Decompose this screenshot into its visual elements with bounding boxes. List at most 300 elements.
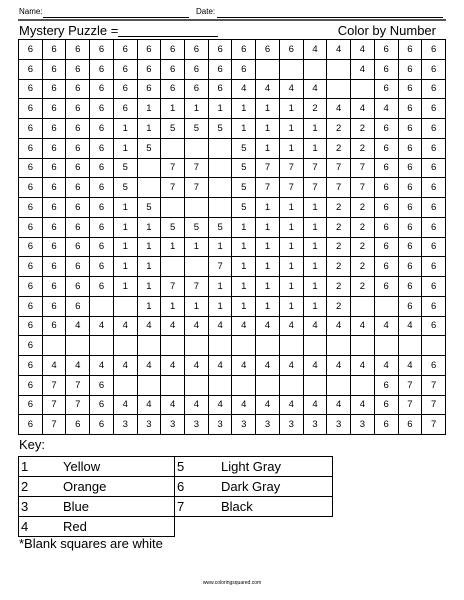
grid-cell — [351, 296, 375, 316]
grid-cell: 6 — [422, 217, 446, 237]
site-footer: www.coloringsquared.com — [202, 580, 262, 586]
grid-cell: 3 — [137, 415, 161, 435]
grid-cell: 1 — [303, 217, 327, 237]
grid-cell: 2 — [351, 217, 375, 237]
grid-cell — [208, 198, 232, 218]
grid-cell: 1 — [303, 257, 327, 277]
grid-cell: 6 — [422, 79, 446, 99]
grid-cell — [327, 79, 351, 99]
grid-cell: 6 — [398, 99, 422, 119]
grid-cell: 5 — [208, 119, 232, 139]
grid-cell: 7 — [422, 375, 446, 395]
grid-cell: 3 — [232, 415, 256, 435]
grid-cell: 6 — [90, 99, 114, 119]
grid-cell: 6 — [374, 375, 398, 395]
grid-cell: 4 — [256, 316, 280, 336]
grid-cell — [279, 336, 303, 356]
grid-cell: 2 — [327, 296, 351, 316]
grid-cell: 6 — [19, 336, 43, 356]
grid-cell: 4 — [161, 316, 185, 336]
grid-cell: 4 — [351, 316, 375, 336]
grid-cell: 6 — [398, 59, 422, 79]
grid-row — [19, 119, 446, 139]
grid-cell: 6 — [185, 79, 209, 99]
grid-cell — [137, 375, 161, 395]
grid-cell — [66, 336, 90, 356]
key-row — [19, 517, 333, 537]
grid-cell: 6 — [90, 257, 114, 277]
grid-cell: 7 — [66, 375, 90, 395]
grid-cell: 6 — [422, 277, 446, 297]
grid-cell: 7 — [351, 158, 375, 178]
grid-cell: 1 — [256, 138, 280, 158]
grid-cell: 6 — [232, 40, 256, 60]
grid-cell: 6 — [422, 59, 446, 79]
grid-cell: 6 — [113, 79, 137, 99]
grid-cell: 7 — [279, 158, 303, 178]
grid-cell — [185, 138, 209, 158]
grid-row — [19, 79, 446, 99]
grid-cell: 6 — [66, 415, 90, 435]
grid-cell: 4 — [303, 40, 327, 60]
key-color-name: Orange — [37, 477, 175, 497]
grid-cell: 6 — [42, 296, 66, 316]
name-line — [43, 17, 189, 18]
grid-cell: 6 — [398, 296, 422, 316]
grid-cell — [327, 375, 351, 395]
grid-cell — [161, 257, 185, 277]
grid-cell: 6 — [66, 217, 90, 237]
grid-cell: 4 — [256, 79, 280, 99]
grid-cell: 7 — [185, 178, 209, 198]
grid-cell: 1 — [256, 237, 280, 257]
grid-cell: 1 — [232, 237, 256, 257]
grid-cell: 1 — [279, 198, 303, 218]
grid-cell — [137, 158, 161, 178]
grid-cell: 6 — [90, 237, 114, 257]
grid-cell: 6 — [66, 40, 90, 60]
grid-row — [19, 138, 446, 158]
grid-cell: 4 — [232, 395, 256, 415]
grid-cell: 6 — [19, 356, 43, 376]
grid-cell: 1 — [113, 277, 137, 297]
grid-cell: 6 — [90, 415, 114, 435]
grid-cell: 6 — [19, 138, 43, 158]
grid-cell: 6 — [161, 79, 185, 99]
grid-cell: 6 — [66, 257, 90, 277]
grid-cell — [351, 79, 375, 99]
grid-row — [19, 198, 446, 218]
grid-cell: 3 — [256, 415, 280, 435]
grid-cell: 6 — [398, 237, 422, 257]
grid-cell — [113, 296, 137, 316]
grid-cell — [90, 296, 114, 316]
grid-cell: 7 — [42, 395, 66, 415]
grid-cell: 1 — [208, 277, 232, 297]
grid-cell: 6 — [422, 119, 446, 139]
grid-cell: 1 — [279, 257, 303, 277]
grid-cell: 1 — [279, 237, 303, 257]
grid-cell: 4 — [279, 356, 303, 376]
grid-row — [19, 395, 446, 415]
grid-cell: 6 — [185, 40, 209, 60]
grid-row — [19, 40, 446, 60]
grid-cell: 6 — [90, 178, 114, 198]
grid-cell: 5 — [113, 158, 137, 178]
grid-cell: 4 — [208, 356, 232, 376]
grid-cell: 6 — [42, 237, 66, 257]
grid-cell: 6 — [398, 79, 422, 99]
grid-cell: 7 — [161, 178, 185, 198]
key-title: Key: — [19, 437, 46, 452]
grid-cell: 7 — [422, 395, 446, 415]
grid-cell: 1 — [185, 99, 209, 119]
grid-cell: 6 — [137, 79, 161, 99]
grid-cell: 1 — [303, 277, 327, 297]
grid-cell: 6 — [42, 138, 66, 158]
grid-cell: 3 — [303, 415, 327, 435]
grid-cell — [303, 336, 327, 356]
grid-cell: 6 — [374, 237, 398, 257]
grid-cell: 7 — [66, 395, 90, 415]
grid-cell: 5 — [185, 217, 209, 237]
grid-cell: 4 — [113, 316, 137, 336]
grid-cell: 1 — [256, 217, 280, 237]
grid-cell: 6 — [66, 59, 90, 79]
grid-cell: 6 — [42, 257, 66, 277]
grid-cell: 3 — [351, 415, 375, 435]
grid-row — [19, 415, 446, 435]
grid-cell: 4 — [351, 395, 375, 415]
grid-cell: 7 — [351, 178, 375, 198]
grid-cell: 6 — [90, 198, 114, 218]
grid-cell: 7 — [398, 375, 422, 395]
grid-cell: 6 — [42, 277, 66, 297]
grid-cell: 6 — [90, 119, 114, 139]
grid-cell: 5 — [232, 138, 256, 158]
grid-cell: 1 — [208, 296, 232, 316]
grid-cell: 1 — [279, 138, 303, 158]
key-number: 2 — [19, 477, 38, 497]
grid-row — [19, 257, 446, 277]
header-divider — [18, 19, 446, 21]
grid-cell: 6 — [66, 237, 90, 257]
grid-cell: 4 — [303, 356, 327, 376]
grid-cell: 6 — [90, 59, 114, 79]
grid-cell: 6 — [42, 217, 66, 237]
grid-cell: 4 — [374, 356, 398, 376]
grid-cell: 7 — [303, 158, 327, 178]
grid-row — [19, 59, 446, 79]
grid-cell: 4 — [327, 40, 351, 60]
grid-cell: 2 — [327, 237, 351, 257]
grid-cell: 6 — [422, 99, 446, 119]
key-empty-cell — [175, 517, 194, 537]
grid-cell: 1 — [137, 257, 161, 277]
grid-cell: 6 — [422, 158, 446, 178]
grid-cell: 1 — [137, 277, 161, 297]
grid-cell: 6 — [279, 40, 303, 60]
grid-cell — [256, 375, 280, 395]
grid-row — [19, 356, 446, 376]
grid-cell: 6 — [42, 178, 66, 198]
grid-cell: 6 — [422, 316, 446, 336]
grid-cell: 5 — [161, 217, 185, 237]
grid-cell — [137, 336, 161, 356]
grid-cell: 4 — [185, 395, 209, 415]
grid-cell: 4 — [327, 316, 351, 336]
grid-cell: 7 — [161, 277, 185, 297]
grid-cell — [256, 336, 280, 356]
grid-cell — [208, 158, 232, 178]
grid-row — [19, 277, 446, 297]
grid-cell: 1 — [232, 277, 256, 297]
grid-cell: 1 — [208, 237, 232, 257]
grid-cell: 2 — [351, 119, 375, 139]
grid-cell: 6 — [90, 158, 114, 178]
grid-cell: 6 — [66, 99, 90, 119]
grid-cell: 5 — [185, 119, 209, 139]
key-number: 4 — [19, 517, 38, 537]
grid-cell: 1 — [137, 217, 161, 237]
key-number: 3 — [19, 497, 38, 517]
grid-cell: 7 — [303, 178, 327, 198]
grid-cell: 1 — [113, 257, 137, 277]
grid-cell: 6 — [208, 59, 232, 79]
grid-row — [19, 316, 446, 336]
grid-cell: 6 — [398, 198, 422, 218]
grid-cell: 6 — [90, 217, 114, 237]
grid-cell: 6 — [42, 158, 66, 178]
grid-cell: 6 — [398, 217, 422, 237]
grid-cell: 1 — [303, 237, 327, 257]
grid-row — [19, 217, 446, 237]
grid-cell: 1 — [279, 296, 303, 316]
grid-cell: 6 — [374, 415, 398, 435]
grid-cell: 1 — [137, 99, 161, 119]
grid-cell: 1 — [113, 217, 137, 237]
grid-cell: 5 — [232, 198, 256, 218]
grid-cell — [113, 375, 137, 395]
grid-cell: 4 — [42, 356, 66, 376]
grid-cell: 6 — [19, 257, 43, 277]
grid-cell: 4 — [137, 356, 161, 376]
grid-cell — [327, 336, 351, 356]
grid-cell: 6 — [90, 79, 114, 99]
grid-cell: 3 — [161, 415, 185, 435]
grid-cell: 1 — [303, 138, 327, 158]
grid-cell — [90, 336, 114, 356]
grid-cell: 2 — [327, 217, 351, 237]
grid-cell: 6 — [66, 158, 90, 178]
grid-cell: 5 — [232, 158, 256, 178]
grid-row — [19, 296, 446, 316]
key-empty-cell — [193, 517, 333, 537]
grid-cell — [161, 336, 185, 356]
answer-line — [118, 36, 218, 37]
grid-cell — [422, 336, 446, 356]
grid-cell: 1 — [137, 237, 161, 257]
grid-cell: 2 — [327, 119, 351, 139]
grid-cell: 2 — [351, 138, 375, 158]
grid-cell: 1 — [256, 119, 280, 139]
grid-row — [19, 237, 446, 257]
grid-cell: 6 — [19, 99, 43, 119]
grid-cell: 7 — [161, 158, 185, 178]
grid-cell: 4 — [208, 316, 232, 336]
puzzle-grid — [18, 39, 446, 435]
grid-cell: 6 — [137, 59, 161, 79]
grid-cell: 6 — [113, 99, 137, 119]
grid-cell — [279, 375, 303, 395]
grid-cell: 6 — [90, 138, 114, 158]
grid-cell: 6 — [42, 99, 66, 119]
grid-cell: 6 — [422, 356, 446, 376]
grid-cell: 6 — [90, 395, 114, 415]
grid-cell: 6 — [66, 178, 90, 198]
grid-cell: 6 — [374, 40, 398, 60]
grid-cell: 4 — [185, 316, 209, 336]
grid-cell: 4 — [303, 395, 327, 415]
grid-cell: 6 — [19, 217, 43, 237]
date-line — [217, 17, 443, 18]
grid-cell: 6 — [232, 59, 256, 79]
grid-cell: 3 — [279, 415, 303, 435]
key-color-name: Dark Gray — [193, 477, 333, 497]
grid-cell: 1 — [208, 99, 232, 119]
grid-cell — [185, 336, 209, 356]
grid-cell: 7 — [422, 415, 446, 435]
grid-cell: 1 — [256, 257, 280, 277]
grid-cell: 4 — [327, 99, 351, 119]
name-label: Name: — [19, 7, 43, 16]
grid-cell: 1 — [161, 237, 185, 257]
grid-cell: 6 — [66, 198, 90, 218]
grid-cell: 7 — [398, 395, 422, 415]
grid-cell — [208, 178, 232, 198]
grid-cell: 4 — [327, 356, 351, 376]
grid-cell — [161, 375, 185, 395]
grid-cell: 6 — [422, 257, 446, 277]
grid-cell: 1 — [303, 119, 327, 139]
grid-cell: 6 — [398, 178, 422, 198]
grid-cell: 5 — [137, 198, 161, 218]
grid-cell: 6 — [374, 198, 398, 218]
grid-cell: 3 — [185, 415, 209, 435]
grid-cell: 6 — [42, 119, 66, 139]
grid-cell: 4 — [90, 316, 114, 336]
grid-cell — [351, 375, 375, 395]
grid-cell — [113, 336, 137, 356]
grid-cell — [137, 178, 161, 198]
grid-cell: 7 — [327, 158, 351, 178]
grid-cell — [232, 375, 256, 395]
grid-cell: 1 — [303, 198, 327, 218]
key-color-name: Black — [193, 497, 333, 517]
grid-cell: 1 — [232, 257, 256, 277]
grid-cell: 6 — [374, 277, 398, 297]
grid-cell: 6 — [19, 119, 43, 139]
grid-cell: 1 — [137, 296, 161, 316]
grid-cell: 1 — [279, 119, 303, 139]
grid-cell — [398, 336, 422, 356]
grid-cell: 4 — [374, 316, 398, 336]
grid-cell: 4 — [137, 395, 161, 415]
key-number: 6 — [175, 477, 194, 497]
grid-cell: 7 — [256, 178, 280, 198]
grid-cell — [351, 336, 375, 356]
grid-cell: 6 — [374, 79, 398, 99]
grid-cell: 6 — [422, 237, 446, 257]
grid-cell: 6 — [113, 40, 137, 60]
grid-cell: 1 — [303, 296, 327, 316]
grid-cell: 6 — [19, 375, 43, 395]
grid-cell: 3 — [208, 415, 232, 435]
grid-cell — [185, 375, 209, 395]
grid-cell: 1 — [232, 217, 256, 237]
grid-cell: 2 — [327, 138, 351, 158]
grid-cell: 1 — [279, 277, 303, 297]
grid-cell: 4 — [66, 316, 90, 336]
grid-cell: 6 — [42, 198, 66, 218]
grid-cell: 2 — [327, 198, 351, 218]
grid-cell: 1 — [185, 237, 209, 257]
grid-cell: 7 — [279, 178, 303, 198]
grid-cell: 5 — [232, 178, 256, 198]
key-color-name: Red — [37, 517, 175, 537]
grid-cell — [256, 59, 280, 79]
grid-cell — [208, 138, 232, 158]
grid-cell: 6 — [422, 138, 446, 158]
grid-cell: 4 — [232, 316, 256, 336]
grid-cell: 3 — [327, 415, 351, 435]
grid-cell: 4 — [351, 59, 375, 79]
grid-cell: 7 — [256, 158, 280, 178]
grid-cell: 6 — [374, 158, 398, 178]
grid-cell: 1 — [256, 277, 280, 297]
key-row — [19, 497, 333, 517]
grid-cell: 4 — [232, 79, 256, 99]
grid-cell — [374, 296, 398, 316]
grid-cell: 6 — [42, 316, 66, 336]
grid-cell: 1 — [232, 119, 256, 139]
grid-cell: 5 — [208, 217, 232, 237]
grid-cell: 4 — [137, 316, 161, 336]
grid-cell: 4 — [303, 316, 327, 336]
grid-cell: 6 — [374, 257, 398, 277]
grid-row — [19, 375, 446, 395]
grid-cell: 6 — [137, 40, 161, 60]
grid-cell — [232, 336, 256, 356]
grid-cell: 6 — [19, 198, 43, 218]
grid-cell: 6 — [66, 138, 90, 158]
grid-cell: 6 — [19, 158, 43, 178]
grid-cell: 6 — [398, 119, 422, 139]
grid-cell: 4 — [351, 99, 375, 119]
grid-cell: 6 — [398, 40, 422, 60]
grid-cell: 2 — [351, 257, 375, 277]
key-number: 1 — [19, 457, 38, 477]
grid-cell: 7 — [327, 178, 351, 198]
grid-cell: 6 — [161, 40, 185, 60]
grid-cell — [42, 336, 66, 356]
grid-cell: 2 — [327, 277, 351, 297]
grid-cell: 1 — [113, 237, 137, 257]
grid-cell: 4 — [185, 356, 209, 376]
grid-cell: 1 — [232, 296, 256, 316]
grid-cell: 6 — [398, 415, 422, 435]
grid-cell — [208, 336, 232, 356]
